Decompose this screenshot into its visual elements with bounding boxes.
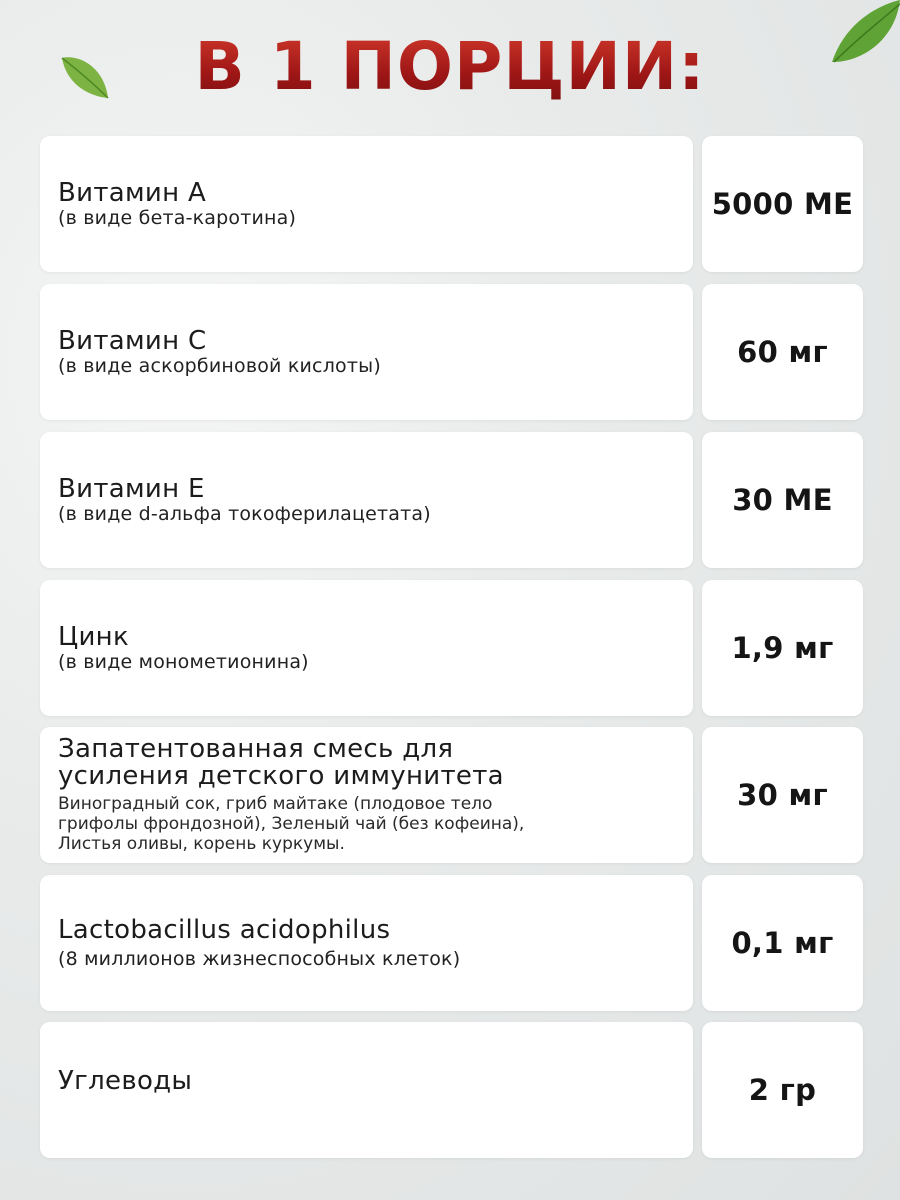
nutrient-amount: 2 гр: [748, 1073, 817, 1107]
nutrient-amount: 1,9 мг: [731, 631, 834, 665]
amount-cell: [702, 284, 863, 420]
nutrient-name: Витамин А: [58, 177, 207, 208]
nutrient-form: (8 миллионов жизнеспособных клеток): [58, 947, 461, 970]
table-row: [40, 875, 863, 1011]
amount-cell: [702, 727, 863, 863]
nutrient-name: Lactobacillus acidophilus: [58, 914, 391, 945]
amount-cell: [702, 432, 863, 568]
table-row: [40, 580, 863, 716]
table-row: [40, 432, 863, 568]
table-row: [40, 136, 863, 272]
table-row: [40, 1022, 863, 1158]
nutrient-name: Цинк: [58, 621, 129, 652]
amount-cell: [702, 1022, 863, 1158]
nutrient-amount: 30 МЕ: [732, 483, 833, 517]
nutrient-cell: [40, 875, 693, 1011]
amount-cell: [702, 875, 863, 1011]
nutrient-cell: [40, 727, 693, 863]
nutrient-cell: [40, 1022, 693, 1158]
nutrient-cell: [40, 136, 693, 272]
nutrient-name: Витамин Е: [58, 473, 205, 504]
nutrient-cell: [40, 432, 693, 568]
nutrient-amount: 60 мг: [737, 335, 828, 369]
nutrient-cell: [40, 580, 693, 716]
nutrient-form: (в виде d-альфа токоферилацетата): [58, 502, 431, 525]
table-row: [40, 284, 863, 420]
nutrient-name: Запатентованная смесь для усиления детского иммунитета: [58, 734, 504, 791]
amount-cell: [702, 580, 863, 716]
nutrient-form: (в виде монометионина): [58, 650, 309, 673]
nutrient-name: Углеводы: [58, 1066, 193, 1096]
page-title: В 1 ПОРЦИИ:: [0, 28, 900, 105]
nutrient-description: Виноградный сок, гриб майтаке (плодовое тело грифолы фрондозной), Зеленый чай (без кофеина), Листья оливы, корень куркумы.: [58, 794, 525, 854]
nutrient-amount: 5000 МЕ: [711, 187, 854, 221]
nutrient-cell: [40, 284, 693, 420]
nutrient-amount: 30 мг: [737, 778, 828, 812]
amount-cell: [702, 136, 863, 272]
nutrient-name: Витамин С: [58, 325, 207, 356]
nutrient-amount: 0,1 мг: [731, 926, 834, 960]
nutrient-form: (в виде бета-каротина): [58, 206, 297, 229]
table-row: [40, 727, 863, 863]
nutrient-form: (в виде аскорбиновой кислоты): [58, 354, 381, 377]
